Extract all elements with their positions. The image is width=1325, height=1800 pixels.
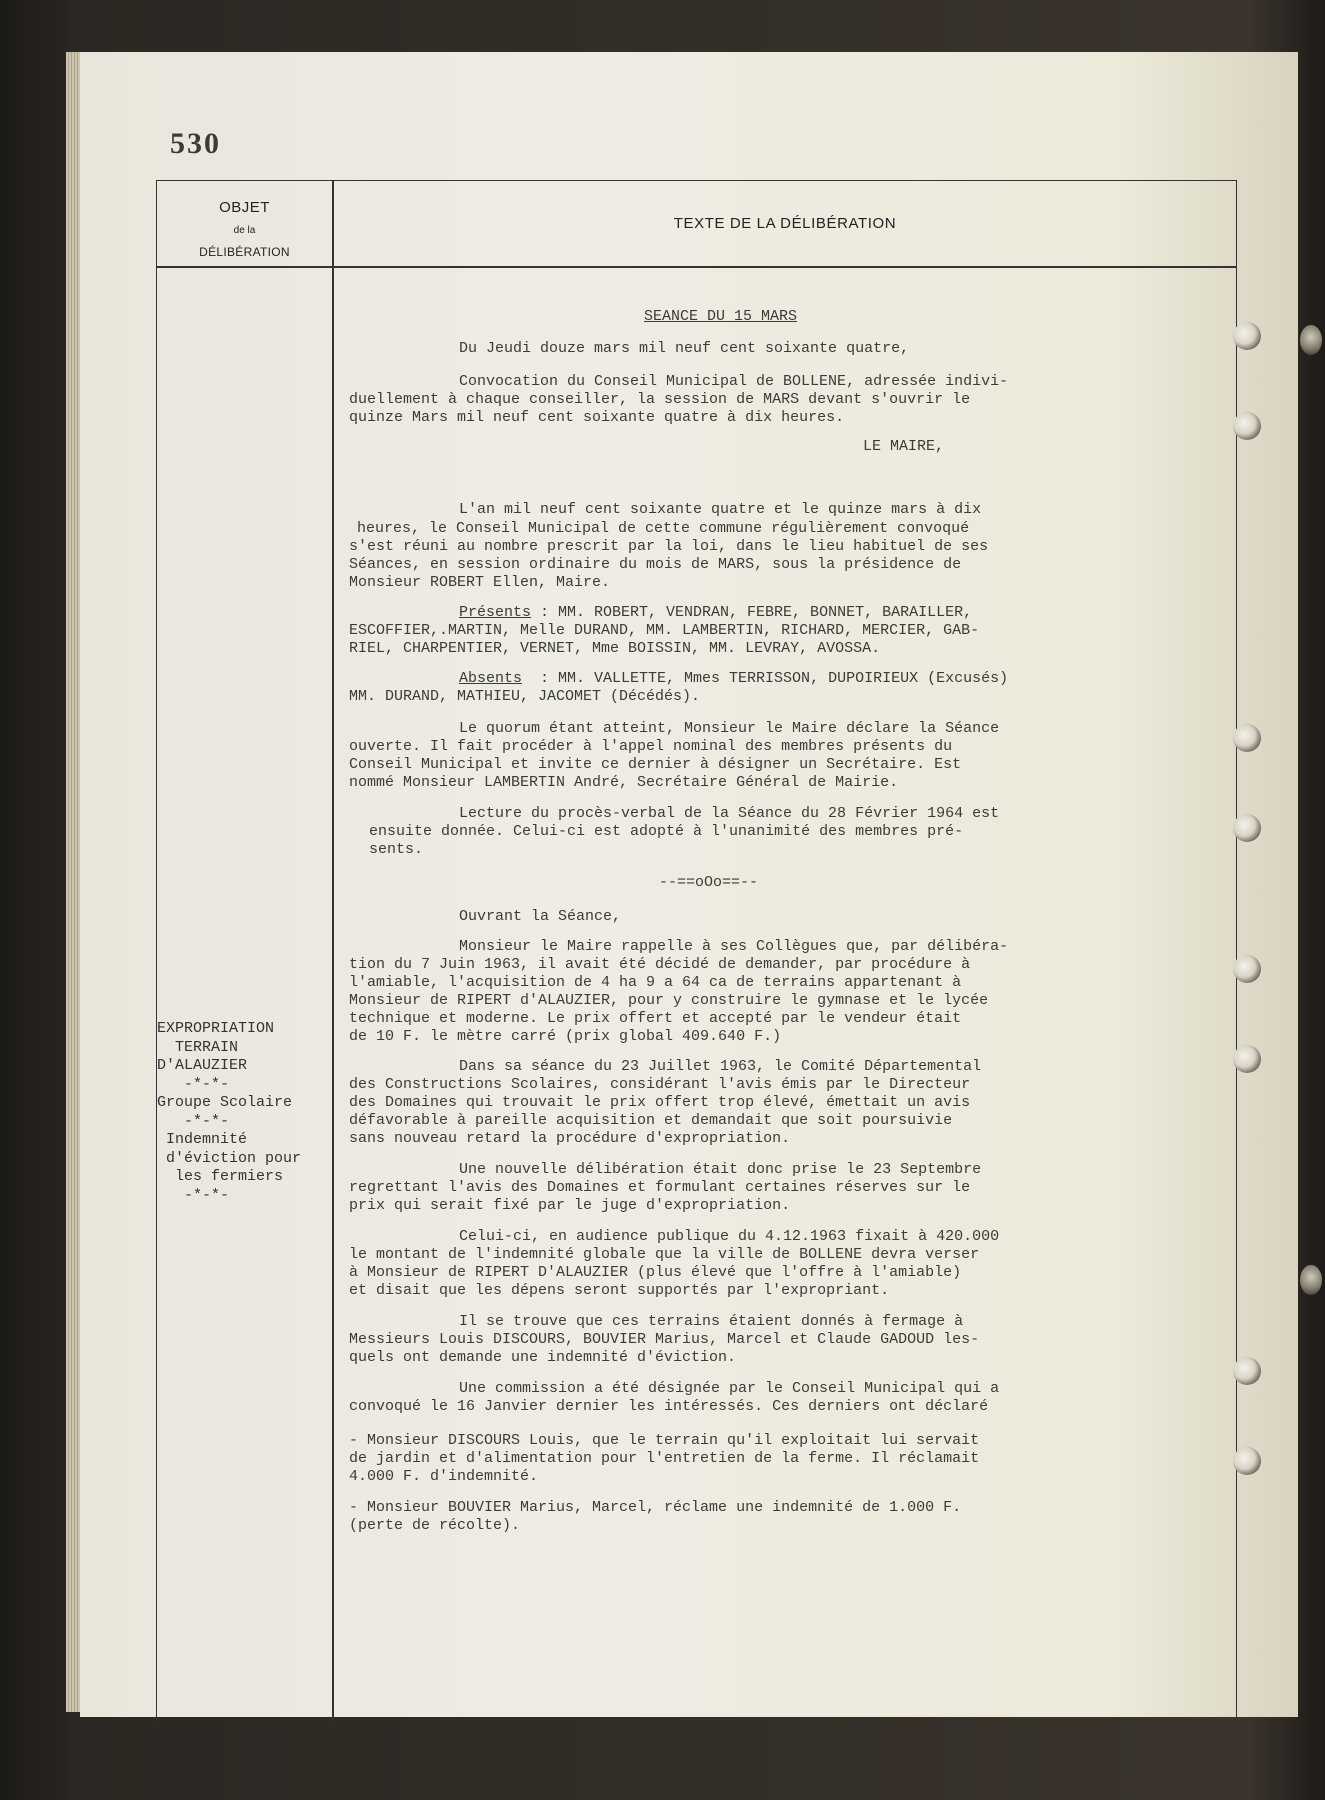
text-line: l'amiable, l'acquisition de 4 ha 9 a 64 ca de terrains appartenant à [349,974,962,991]
absents-label: Absents [459,670,523,687]
text-line: (perte de récolte). [349,1517,521,1534]
header-objet-line2: de la [233,225,256,236]
text-line: Il se trouve que ces terrains étaient donnés à fermage à [459,1313,964,1330]
text-line: Dans sa séance du 23 Juillet 1963, le Comité Départemental [459,1058,982,1075]
text-line: Monsieur ROBERT Ellen, Maire. [349,574,611,591]
margin-note-line: TERRAIN [157,1038,239,1056]
text-line: Ouvrant la Séance, [459,908,622,925]
text-line: s'est réuni au nombre prescrit par la loi, dans le lieu habituel de ses [349,538,989,555]
text-line: - Monsieur BOUVIER Marius, Marcel, réclame une indemnité de 1.000 F. [349,1499,962,1516]
text-line: des Domaines qui trouvait le prix offert trop élevé, émettait un avis [349,1094,971,1111]
header-objet [157,199,332,259]
punch-hole [1233,814,1261,842]
text-line: à Monsieur de RIPERT D'ALAUZIER (plus élevé que l'offre à l'amiable) [349,1264,962,1281]
text-line: MM. DURAND, MATHIEU, JACOMET (Décédés). [349,688,701,705]
separator: --==oOo==-- [659,874,759,891]
text-line: 4.000 F. d'indemnité. [349,1468,539,1485]
presents-label: Présents [459,604,532,621]
text-line: convoqué le 16 Janvier dernier les intéressés. Ces derniers ont déclaré [349,1398,989,1415]
margin-note-line: D'ALAUZIER [157,1057,248,1074]
margin-note-line: d'éviction pour [157,1149,302,1167]
text-line: Monsieur le Maire rappelle à ses Collègues que, par délibéra- [459,938,1009,955]
text-line: technique et moderne. Le prix offert et accepté par le vendeur était [349,1010,962,1027]
punch-hole [1233,1447,1261,1475]
margin-note [157,1020,332,1205]
text-line: ESCOFFIER,.MARTIN, Melle DURAND, MM. LAMBERTIN, RICHARD, MERCIER, GAB- [349,622,980,639]
text-line: Celui-ci, en audience publique du 4.12.1963 fixait à 420.000 [459,1228,1000,1245]
text-line: Séances, en session ordinaire du mois de MARS, sous la présidence de [349,556,962,573]
punch-hole [1233,412,1261,440]
page-number: 530 [170,127,221,160]
margin-note-line: les fermiers [157,1168,284,1185]
text-line: Convocation du Conseil Municipal de BOLLENE, adressée indivi- [459,373,1009,390]
text-line: Lecture du procès-verbal de la Séance du 28 Février 1964 est [459,805,1000,822]
text-line: Une nouvelle délibération était donc prise le 23 Septembre [459,1161,982,1178]
text-line: RIEL, CHARPENTIER, VERNET, Mme BOISSIN, MM. LEVRAY, AVOSSA. [349,640,881,657]
punch-hole [1233,322,1261,350]
punch-hole-next-page [1300,325,1322,355]
text-line: le montant de l'indemnité globale que la ville de BOLLENE devra verser [349,1246,980,1263]
margin-note-line: Indemnité [157,1131,248,1148]
absents-line [459,670,1008,688]
header-texte: TEXTE DE LA DÉLIBÉRATION [673,215,897,232]
header-rule-left [157,266,332,268]
deliberation-table [156,180,1237,1721]
text-line: duellement à chaque conseiller, la session de MARS devant s'ouvrir le [349,391,971,408]
text-line: ensuite donnée. Celui-ci est adopté à l'unanimité des membres pré- [369,823,964,840]
text-line: sents. [369,841,424,858]
text-line: - Monsieur DISCOURS Louis, que le terrain qu'il exploitait lui servait [349,1432,980,1449]
punch-hole [1233,1045,1261,1073]
text-line: tion du 7 Juin 1963, il avait été décidé de demander, par procédure à [349,956,971,973]
text-line: et disait que les dépens seront supportés par l'expropriant. [349,1282,890,1299]
text-line: sans nouveau retard la procédure d'expropriation. [349,1130,791,1147]
text-line: de 10 F. le mètre carré (prix global 409.640 F.) [349,1028,782,1045]
margin-note-line: -*-*- [157,1075,230,1093]
text-line: défavorable à pareille acquisition et demandait que soit poursuivie [349,1112,953,1129]
text-line: de jardin et d'alimentation pour l'entretien de la ferme. Il réclamait [349,1450,980,1467]
text-line: Messieurs Louis DISCOURS, BOUVIER Marius, Marcel et Claude GADOUD les- [349,1331,980,1348]
session-title: SEANCE DU 15 MARS [644,308,798,325]
punch-hole [1233,955,1261,983]
header-objet-line3: DÉLIBÉRATION [199,245,290,259]
margin-note-line: -*-*- [157,1186,230,1204]
absents-names: : MM. VALLETTE, Mmes TERRISSON, DUPOIRIEUX (Excusés) [522,670,1009,687]
text-line: quinze Mars mil neuf cent soixante quatre à dix heures. [349,409,845,426]
text-line: Conseil Municipal et invite ce dernier à désigner un Secrétaire. Est [349,756,962,773]
text-line: Monsieur de RIPERT d'ALAUZIER, pour y construire le gymnase et le lycée [349,992,989,1009]
margin-note-line: Groupe Scolaire [157,1094,293,1111]
register-page [80,52,1298,1717]
text-line: nommé Monsieur LAMBERTIN André, Secrétaire Général de Mairie. [349,774,899,791]
presents-names: : MM. ROBERT, VENDRAN, FEBRE, BONNET, BARAILLER, [531,604,973,621]
presents-line [459,604,972,622]
punch-hole-next-page [1300,1265,1322,1295]
text-line: Du Jeudi douze mars mil neuf cent soixante quatre, [459,340,910,357]
text-line: heures, le Conseil Municipal de cette commune régulièrement convoqué [357,520,970,537]
margin-note-line: EXPROPRIATION [157,1020,275,1037]
text-line: regrettant l'avis des Domaines et formulant certaines réserves sur le [349,1179,971,1196]
text-line: ouverte. Il fait procéder à l'appel nominal des membres présents du [349,738,953,755]
text-line: L'an mil neuf cent soixante quatre et le quinze mars à dix [459,501,982,518]
text-line: prix qui serait fixé par le juge d'expropriation. [349,1197,791,1214]
text-line: des Constructions Scolaires, considérant l'avis émis par le Directeur [349,1076,971,1093]
punch-hole [1233,724,1261,752]
punch-hole [1233,1357,1261,1385]
signature: LE MAIRE, [863,438,945,455]
margin-note-line: -*-*- [157,1112,230,1130]
text-line: Le quorum étant atteint, Monsieur le Maire déclare la Séance [459,720,1000,737]
header-rule-right [334,266,1236,268]
header-objet-line1: OBJET [219,199,270,216]
column-divider [332,181,334,1721]
text-line: Une commission a été désignée par le Conseil Municipal qui a [459,1380,1000,1397]
text-line: quels ont demande une indemnité d'éviction. [349,1349,737,1366]
